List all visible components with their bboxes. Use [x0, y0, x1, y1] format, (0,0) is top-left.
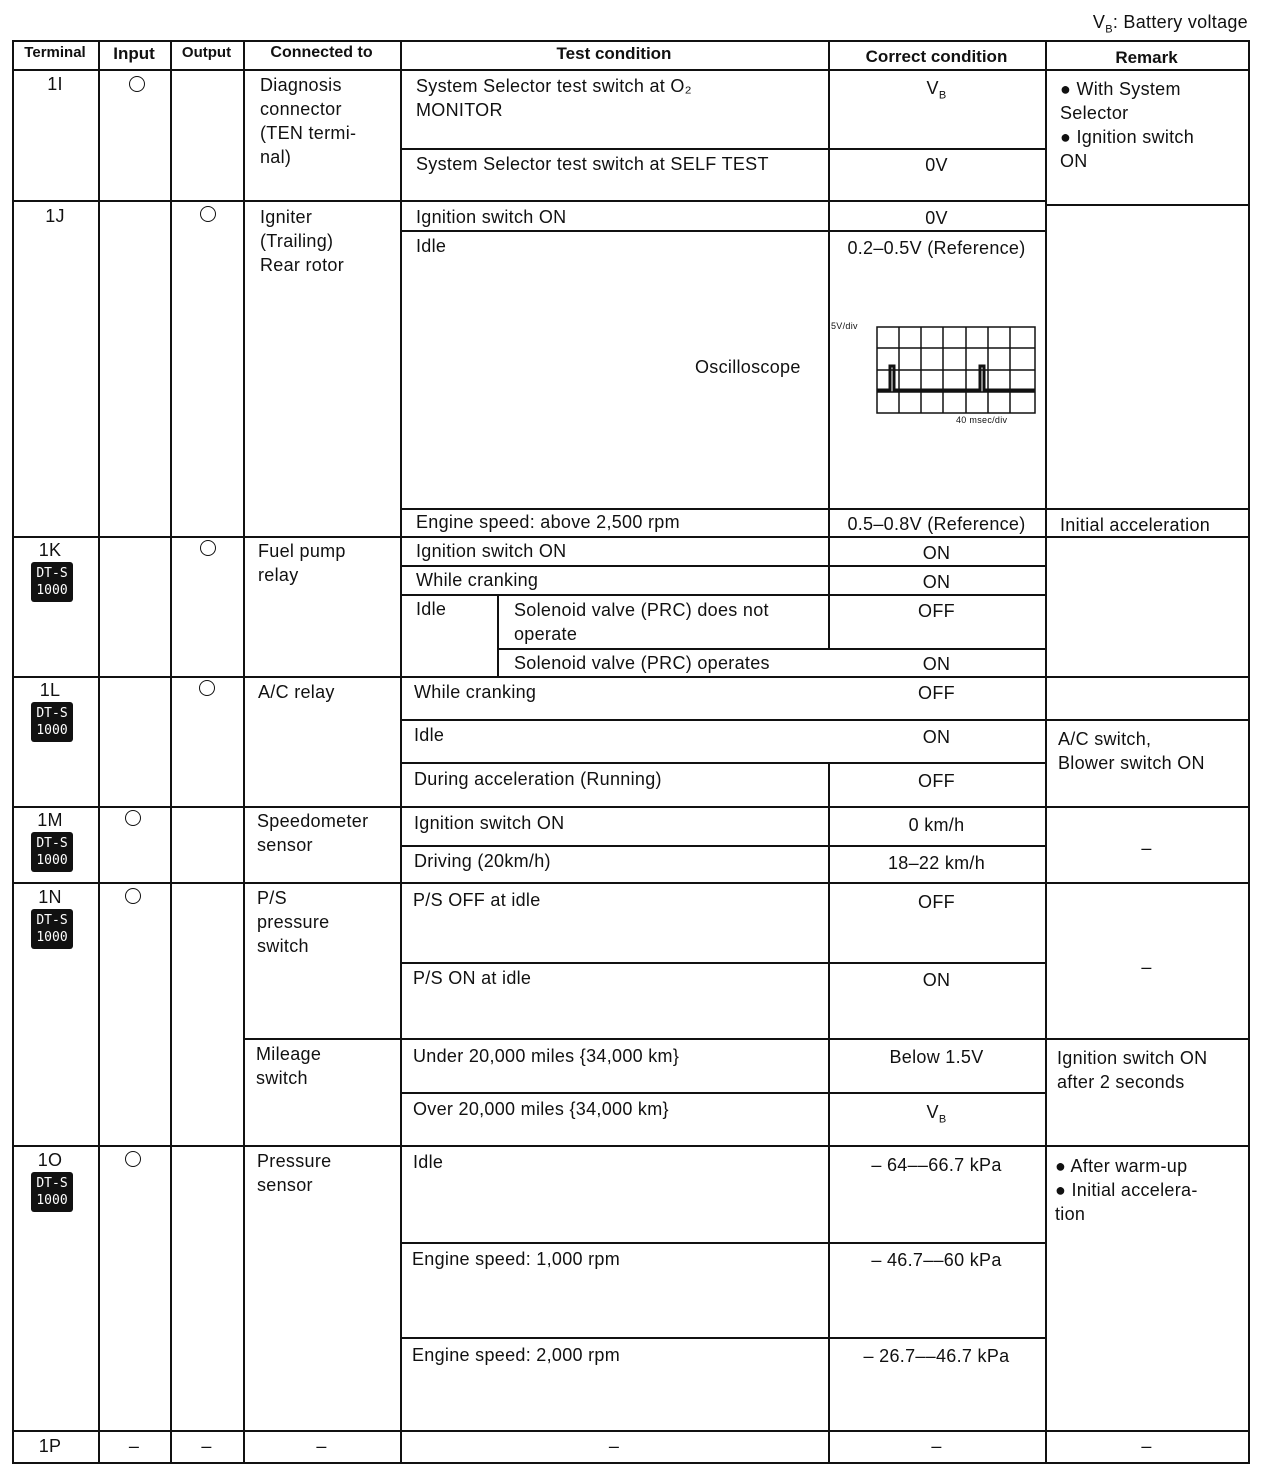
test-condition: Under 20,000 miles {34,000 km}: [413, 1046, 680, 1066]
connected-to: Fuel pump relay: [258, 541, 346, 585]
input-mark-icon: [125, 888, 141, 904]
connected-dash: –: [316, 1436, 327, 1456]
test-condition: P/S OFF at idle: [413, 890, 541, 910]
dt-s-1000-badge: DT-S 1000: [31, 832, 73, 872]
correct-dash: –: [931, 1436, 942, 1456]
test-condition: Engine speed: above 2,500 rpm: [416, 512, 680, 532]
test-condition: Engine speed: 2,000 rpm: [412, 1345, 621, 1365]
correct-condition: ON: [922, 572, 951, 592]
remark: ● With System Selector: [1060, 79, 1181, 123]
test-condition: System Selector test switch at O₂ MONITOR: [416, 76, 692, 120]
output-mark-icon: [200, 540, 216, 556]
correct-condition: Below 1.5V: [889, 1047, 984, 1067]
terminal-1L: 1L: [39, 680, 61, 700]
test-condition: While cranking: [416, 570, 539, 590]
connected-to: A/C relay: [258, 682, 335, 702]
correct-condition: 0V: [925, 208, 948, 228]
correct-condition: OFF: [918, 771, 955, 791]
test-condition: Ignition switch ON: [416, 207, 567, 227]
correct-condition: ON: [922, 727, 951, 747]
remark: ● Ignition switch ON: [1060, 127, 1195, 171]
connected-to: Pressure sensor: [257, 1151, 332, 1195]
correct-condition: ON: [922, 543, 951, 563]
input-mark-icon: [125, 1151, 141, 1167]
remark: A/C switch, Blower switch ON: [1058, 729, 1205, 773]
output-mark-icon: [200, 206, 216, 222]
test-condition: Idle: [416, 236, 447, 256]
test-condition: While cranking: [414, 682, 537, 702]
header-output: Output: [181, 44, 232, 61]
correct-condition: 0.2–0.5V (Reference): [847, 238, 1026, 258]
terminal-1I: 1I: [47, 74, 63, 94]
header-connected-to: Connected to: [270, 44, 373, 61]
correct-condition: OFF: [918, 892, 955, 912]
remark-dash: –: [1141, 838, 1152, 858]
test-condition: Over 20,000 miles {34,000 km}: [413, 1099, 669, 1119]
correct-condition: ON: [922, 970, 951, 990]
dt-s-1000-badge: DT-S 1000: [31, 1172, 73, 1212]
terminal-1P: 1P: [38, 1436, 62, 1456]
remark-dash: –: [1141, 957, 1152, 977]
remark: ● After warm-up: [1055, 1156, 1188, 1176]
test-condition: System Selector test switch at SELF TEST: [416, 154, 769, 174]
test-condition: Idle: [414, 725, 445, 745]
remark: ● Initial accelera- tion: [1055, 1180, 1198, 1224]
dt-s-1000-badge: DT-S 1000: [31, 909, 73, 949]
dt-s-1000-badge: DT-S 1000: [31, 702, 73, 742]
output-mark-icon: [199, 680, 215, 696]
connected-to: Diagnosis connector (TEN termi- nal): [260, 75, 357, 167]
terminal-1J: 1J: [45, 206, 65, 226]
oscilloscope-waveform: [876, 326, 1036, 414]
test-condition: Idle: [416, 599, 447, 619]
header-correct-condition: Correct condition: [865, 47, 1008, 66]
connected-to: P/S pressure switch: [257, 888, 330, 956]
connected-to: Speedometer sensor: [257, 811, 369, 855]
correct-condition: ON: [922, 654, 951, 674]
remark-dash: –: [1141, 1436, 1152, 1456]
test-condition: Solenoid valve (PRC) does not operate: [514, 600, 769, 644]
oscilloscope-x-scale: 40 msec/div: [956, 415, 1008, 425]
test-condition: P/S ON at idle: [413, 968, 532, 988]
test-condition: During acceleration (Running): [414, 769, 662, 789]
correct-condition: – 46.7––60 kPa: [871, 1250, 1002, 1270]
output-dash: –: [201, 1436, 212, 1456]
correct-condition: $V_B$: [926, 1102, 947, 1126]
connected-to: Mileage switch: [256, 1044, 322, 1088]
correct-condition: – 64––66.7 kPa: [871, 1155, 1002, 1175]
header-terminal: Terminal: [24, 44, 86, 61]
correct-condition: – 26.7––46.7 kPa: [863, 1346, 1010, 1366]
terminal-1N: 1N: [38, 887, 62, 907]
correct-condition: 0.5–0.8V (Reference): [847, 514, 1026, 534]
test-condition: Ignition switch ON: [414, 813, 565, 833]
oscilloscope-y-scale: 5V/div: [831, 321, 858, 331]
header-input: Input: [113, 44, 155, 63]
terminal-1M: 1M: [37, 810, 63, 830]
test-dash: –: [608, 1436, 620, 1456]
test-condition: Idle: [413, 1152, 444, 1172]
correct-condition: 0V: [925, 155, 948, 175]
correct-condition: 18–22 km/h: [887, 853, 986, 873]
oscilloscope-label: Oscilloscope: [695, 357, 801, 377]
remark: Ignition switch ON after 2 seconds: [1057, 1048, 1208, 1092]
header-remark: Remark: [1115, 48, 1178, 67]
correct-condition: OFF: [918, 683, 955, 703]
test-condition: Ignition switch ON: [416, 541, 567, 561]
battery-voltage-note: $V_B$: Battery voltage: [1092, 12, 1248, 36]
correct-condition: OFF: [918, 601, 955, 621]
header-test-condition: Test condition: [556, 44, 672, 63]
connected-to: Igniter (Trailing) Rear rotor: [260, 207, 345, 275]
test-condition: Solenoid valve (PRC) operates: [514, 653, 770, 673]
terminal-1O: 1O: [37, 1150, 63, 1170]
remark: Initial acceleration: [1060, 515, 1211, 535]
dt-s-1000-badge: DT-S 1000: [31, 562, 73, 602]
correct-condition: 0 km/h: [908, 815, 965, 835]
input-mark-icon: [129, 76, 145, 92]
test-condition: Driving (20km/h): [414, 851, 551, 871]
test-condition: Engine speed: 1,000 rpm: [412, 1249, 621, 1269]
input-mark-icon: [125, 810, 141, 826]
terminal-1K: 1K: [38, 540, 62, 560]
input-dash: –: [128, 1436, 140, 1456]
correct-condition: $V_B$: [926, 78, 947, 102]
